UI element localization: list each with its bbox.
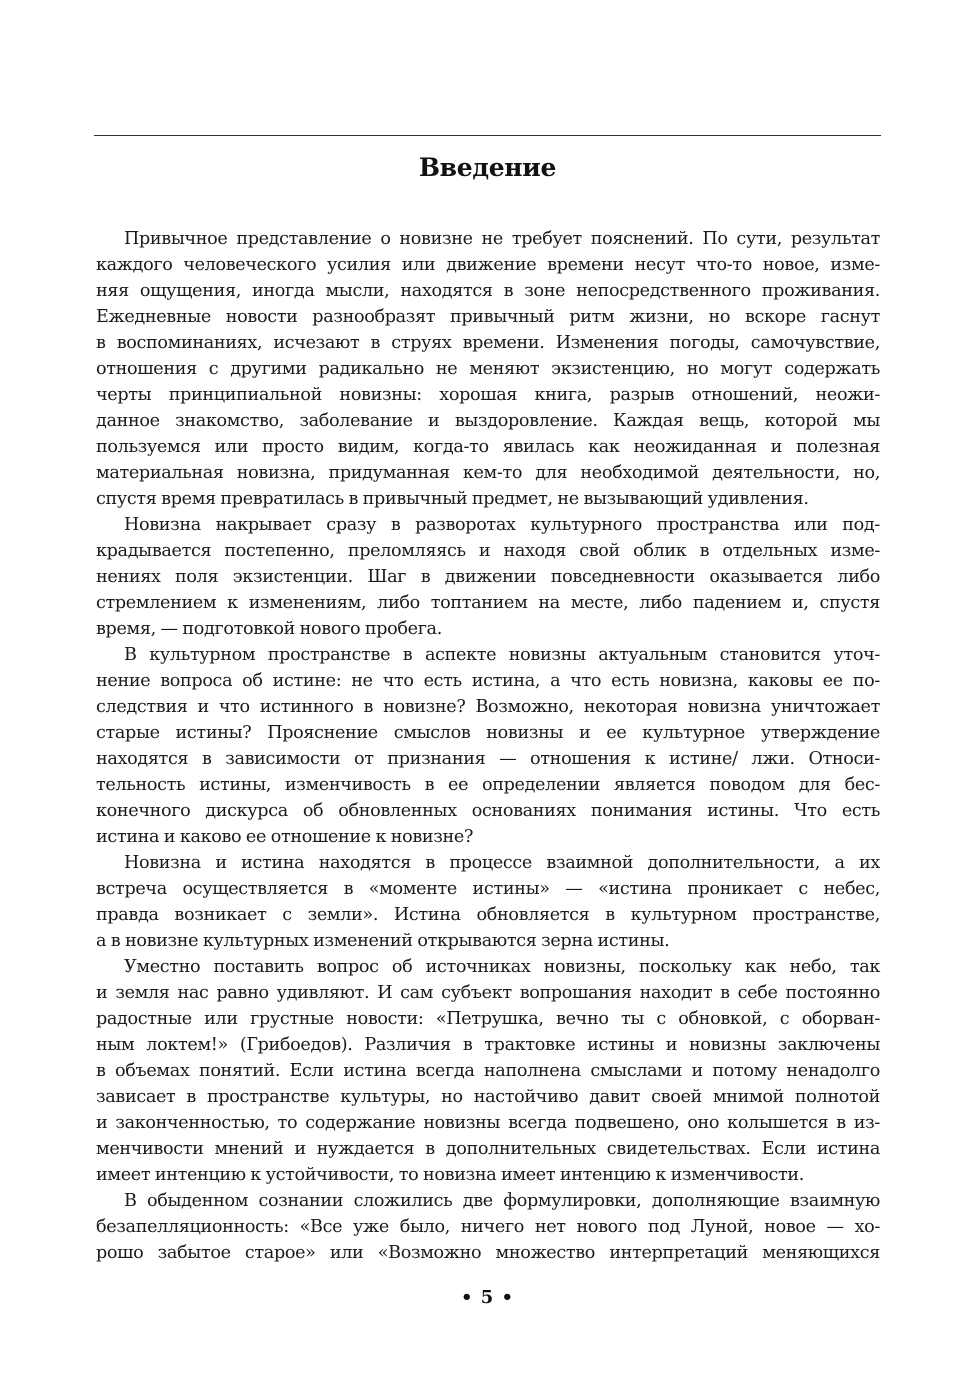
text-line: радостные или грустные новости: «Петрушка, вечно ты с обновкой, с оборван- xyxy=(96,1009,880,1029)
text-line: время, — подготовкой нового пробега. xyxy=(96,619,442,639)
text-line: менчивости мнений и нуждается в дополнительных свидетельствах. Если истина xyxy=(96,1139,880,1159)
text-line: крадывается постепенно, преломляясь и находя свой облик в отдельных изме- xyxy=(96,541,880,561)
header-rule xyxy=(94,135,881,136)
text-line: а в новизне культурных изменений открываются зерна истины. xyxy=(96,931,670,951)
text-line: каждого человеческого усилия или движение времени несут что-то новое, изме- xyxy=(96,255,880,275)
text-line: В культурном пространстве в аспекте новизны актуальным становится уточ- xyxy=(124,645,880,665)
text-line: находятся в зависимости от признания — отношения к истине/ лжи. Относи- xyxy=(96,749,880,769)
text-line: В обыденном сознании сложились две формулировки, дополняющие взаимную xyxy=(124,1191,880,1211)
text-line: зависает в пространстве культуры, но настойчиво давит своей мнимой полнотой xyxy=(96,1087,880,1107)
text-line: конечного дискурса об обновленных основаниях понимания истины. Что есть xyxy=(96,801,880,821)
text-line: нение вопроса об истине: не что есть истина, а что есть новизна, каковы ее по- xyxy=(96,671,880,691)
text-line: отношения с другими радикально не меняют экзистенцию, но могут содержать xyxy=(96,359,880,379)
text-line: имеет интенцию к устойчивости, то новизна имеет интенцию к изменчивости. xyxy=(96,1165,805,1185)
text-line: встреча осуществляется в «моменте истины» — «истина проникает с небес, xyxy=(96,879,880,899)
text-line: стремлением к изменениям, либо топтанием на месте, либо падением и, спустя xyxy=(96,593,880,613)
text-line: Новизна и истина находятся в процессе взаимной дополнительности, а их xyxy=(124,853,880,873)
text-line: ным локтем!» (Грибоедов). Различия в трактовке истины и новизны заключены xyxy=(96,1035,880,1055)
text-line: и земля нас равно удивляют. И сам субъект вопрошания находит в себе постоянно xyxy=(96,983,880,1003)
text-line: няя ощущения, иногда мысли, находятся в зоне непосредственного проживания. xyxy=(96,281,880,301)
text-line: правда возникает с земли». Истина обновляется в культурном пространстве, xyxy=(96,905,880,925)
text-line: нениях поля экзистенции. Шаг в движении повседневности оказывается либо xyxy=(96,567,880,587)
text-line: данное знакомство, заболевание и выздоровление. Каждая вещь, которой мы xyxy=(96,411,880,431)
paragraph xyxy=(96,954,880,1188)
text-line: спустя время превратилась в привычный предмет, не вызывающий удивления. xyxy=(96,489,809,509)
chapter-title: Введение xyxy=(418,153,557,182)
text-line: черты принципиальной новизны: хорошая книга, разрыв отношений, неожи- xyxy=(96,385,880,405)
text-line: безапелляционность: «Все уже было, ничего нет нового под Луной, новое — хо- xyxy=(96,1217,880,1237)
text-line: истина и каково ее отношение к новизне? xyxy=(96,827,474,847)
page-number: • 5 • xyxy=(460,1287,515,1308)
text-line: Привычное представление о новизне не требует пояснений. По сути, результат xyxy=(124,229,880,249)
text-line: старые истины? Прояснение смыслов новизны и ее культурное утверждение xyxy=(96,723,880,743)
paragraph xyxy=(96,850,880,954)
text-line: материальная новизна, придуманная кем-то для необходимой деятельности, но, xyxy=(96,463,880,483)
paragraph xyxy=(96,1188,880,1266)
text-line: в воспоминаниях, исчезают в струях времени. Изменения погоды, самочувствие, xyxy=(96,333,880,353)
text-line: тельность истины, изменчивость в ее определении является поводом для бес- xyxy=(96,775,880,795)
text-line: Ежедневные новости разнообразят привычный ритм жизни, но вскоре гаснут xyxy=(96,307,880,327)
text-line: рошо забытое старое» или «Возможно множество интерпретаций меняющихся xyxy=(96,1243,880,1263)
text-line: следствия и что истинного в новизне? Возможно, некоторая новизна уничтожает xyxy=(96,697,880,717)
text-line: Уместно поставить вопрос об источниках новизны, поскольку как небо, так xyxy=(124,957,880,977)
text-line: пользуемся или просто видим, когда-то явилась как неожиданная и полезная xyxy=(96,437,880,457)
text-line: Новизна накрывает сразу в разворотах культурного пространства или под- xyxy=(124,515,880,535)
paragraph xyxy=(96,642,880,850)
text-line: и законченностью, то содержание новизны всегда подвешено, оно колышется в из- xyxy=(96,1113,880,1133)
paragraph xyxy=(96,226,880,512)
paragraph xyxy=(96,512,880,642)
text-line: в объемах понятий. Если истина всегда наполнена смыслами и потому ненадолго xyxy=(96,1061,880,1081)
body-text xyxy=(96,226,880,1266)
